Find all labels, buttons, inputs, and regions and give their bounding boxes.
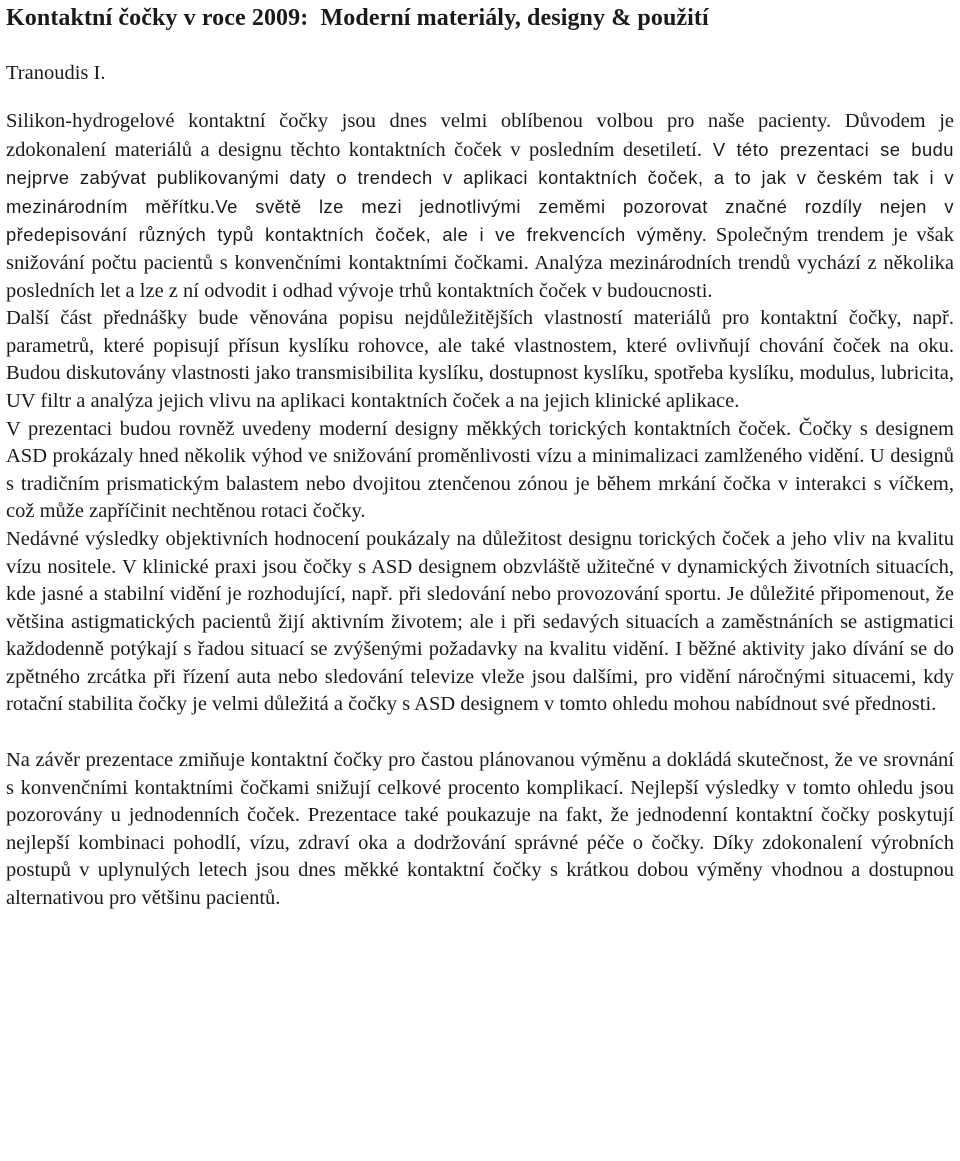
author-name: Tranoudis I.	[6, 62, 106, 84]
intro-lead-text: Silikon-hydrogelové kontaktní čočky jsou dnes velmi oblíbenou volbou pro naše pacienty. Důvodem je zdokonalení materiálů a designu těchto kontaktních čoček v posledním desetiletí.	[6, 110, 954, 161]
paragraph-materials: Další část přednášky bude věnována popisu nejdůležitějších vlastností materiálů pro kontaktní čočky, např. parametrů, které popisují přísun kyslíku rohovce, ale také vlastnostem, které ovlivňují chování čoček na oku. Budou diskutovány vlastnosti jako transmisibilita kyslíku, dostupnost kyslíku, spotřeba kyslíku, modulus, lubricita, UV filtr a analýza jejich vlivu na aplikaci kontaktních čoček a na jejich klinické aplikace.	[6, 307, 954, 412]
intro-tail-text: Společným trendem je však snižování počtu pacientů s konvenčními kontaktními čočkami. Analýza mezinárodních trendů vychází z několika posledních let a lze z ní odvodit i odhad vývoje trhů kontaktních čoček v budoucnosti.	[6, 224, 955, 302]
paragraph-designs: V prezentaci budou rovněž uvedeny moderní designy měkkých torických kontaktních čoček. Čočky s designem ASD prokázaly hned několik výhod ve snižování proměnlivosti vízu a minimalizaci zamlženého vidění. U designů s tradičním prismatickým balastem nebo dvojitou ztenčenou zónou je během mrkání čočka v interakci s víčkem, což může zapříčinit nechtěnou rotaci čočky.	[6, 417, 954, 523]
intro-trends-text: V této prezentaci se budu nejprve zabývat publikovanými daty o trendech v aplikaci kontaktních čoček, a to jak v českém tak i v mezinárodním měřítku.Ve světě lze mezi jednotlivými zeměmi pozorovat značné rozdíly nejen v předepisování různých typů kontaktních čoček, ale i ve frekvencích výměny.	[6, 138, 954, 246]
document-body	[6, 108, 954, 913]
paragraph-conclusion: Na závěr prezentace zmiňuje kontaktní čočky pro častou plánovanou výměnu a dokládá skutečnost, že ve srovnání s konvenčními kontaktními čočkami snižují celkové procento komplikací. Nejlepší výsledky v tomto ohledu jsou pozorovány u jednodenních čoček. Prezentace také poukazuje na fakt, že jednodenní kontaktní čočky poskytují nejlepší kombinaci pohodlí, vízu, zdraví oka a dodržování správné péče o čočky. Díky zdokonalení výrobních postupů v uplynulých letech jsou dnes měkké kontaktní čočky s krátkou dobou výměny vhodnou a dostupnou alternativou pro většinu pacientů.	[6, 749, 954, 910]
document-title: Kontaktní čočky v roce 2009: Moderní materiály, designy & použití	[6, 5, 709, 31]
paragraph-gap	[6, 719, 954, 747]
paragraph-intro	[6, 108, 954, 305]
paragraph-results: Nedávné výsledky objektivních hodnocení poukázaly na důležitost designu torických čoček a jeho vliv na kvalitu vízu nositele. V klinické praxi jsou čočky s ASD designem obzvláště užitečné v dynamických životních situacích, kde jasné a stabilní vidění je rozhodující, např. při sledování nebo provozování sportu. Je důležité připomenout, že většina astigmatických pacientů žijí aktivním životem; ale i při sedavých situacích a zaměstnáních se astigmatici každodenně potýkají s řadou situací se zvýšenými požadavky na kvalitu vidění. I běžné aktivity jako dívání se do zpětného zrcátka při řízení auta nebo sledování televize vleže jsou dalšími, pro vidění náročnými situacemi, kdy rotační stabilita čočky je velmi důležitá a čočky s ASD designem v tomto ohledu mohou nabídnout své přednosti.	[6, 527, 954, 716]
